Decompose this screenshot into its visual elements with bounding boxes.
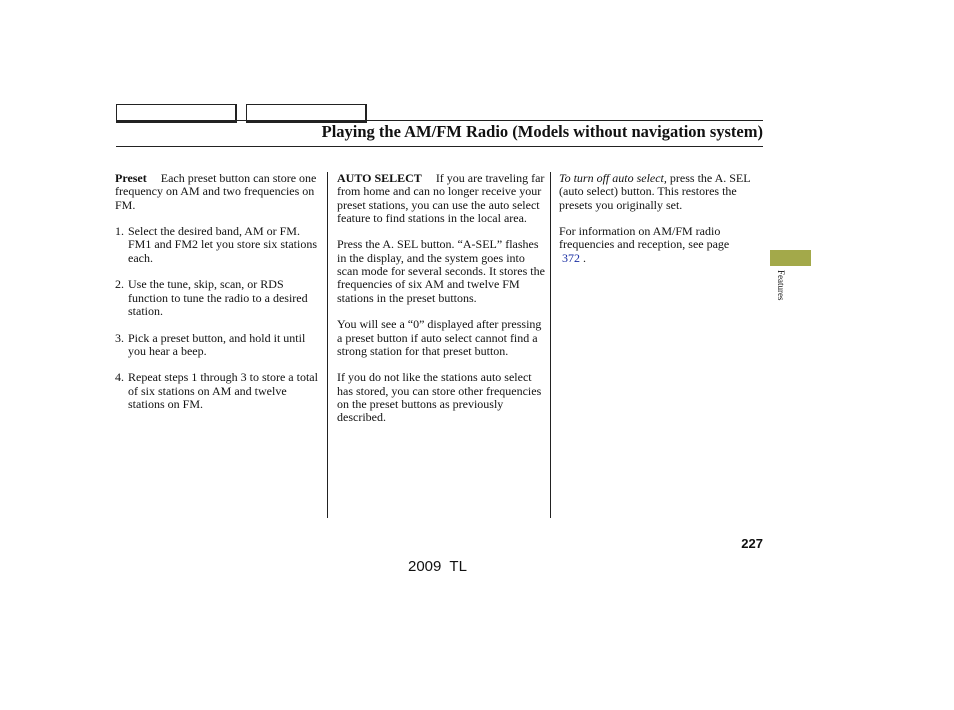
turn-off-italic-lead: To turn off auto select, — [559, 171, 667, 185]
auto-select-paragraph: If you do not like the stations auto select has stored, you can store other frequencies on the preset buttons as previously described. — [337, 370, 542, 425]
preset-intro — [115, 172, 325, 212]
column-divider — [550, 172, 551, 518]
preset-intro-text: Each preset button can store one frequency on AM and two frequencies on FM. — [115, 171, 317, 212]
footer-model: 2009 TL — [408, 558, 467, 575]
turn-off-text: press the A. SEL (auto select) button. This restores the presets you originally set. — [559, 171, 751, 212]
auto-select-heading: AUTO SELECT — [337, 171, 422, 185]
step-number: 4. — [115, 370, 124, 385]
page-372-link[interactable]: 372 — [562, 250, 580, 265]
auto-select-paragraph: You will see a “0” displayed after pressing a preset button if auto select cannot find a strong station for that preset button. — [337, 317, 542, 358]
auto-select-intro-text: If you are traveling far from home and can no longer receive your preset stations, you can use the auto select feature to find stations in the local area. — [337, 171, 545, 225]
step-text: Select the desired band, AM or FM. FM1 and FM2 let you store six stations each. — [128, 224, 318, 265]
step-item — [115, 332, 325, 359]
step-number: 2. — [115, 277, 124, 292]
title-bottom-rule — [116, 146, 763, 147]
turn-off-paragraph — [559, 172, 759, 212]
reference-period: . — [583, 250, 586, 265]
reference-text: For information on AM/FM radio frequencies and reception, see page — [559, 224, 730, 252]
auto-select-intro — [337, 172, 547, 225]
auto-select-column — [337, 172, 547, 438]
page-number: 227 — [741, 536, 763, 551]
reference-paragraph — [559, 225, 759, 265]
preset-heading: Preset — [115, 171, 147, 185]
column-divider — [327, 172, 328, 518]
section-tab[interactable] — [770, 250, 811, 266]
step-text: Pick a preset button, and hold it until you hear a beep. — [128, 330, 306, 358]
page-title: Playing the AM/FM Radio (Models without navigation system) — [321, 122, 763, 141]
turn-off-column — [559, 172, 759, 278]
step-item — [115, 371, 325, 411]
step-item — [115, 278, 325, 318]
auto-select-paragraph: Press the A. SEL button. “A-SEL” flashes in the display, and the system goes into scan mode for several seconds. It stores the frequencies of six AM and twelve FM stations in the preset buttons. — [337, 237, 545, 305]
step-text: Repeat steps 1 through 3 to store a total of six stations on AM and twelve stations on FM. — [128, 370, 318, 412]
step-number: 1. — [115, 224, 124, 239]
step-number: 3. — [115, 330, 124, 345]
section-tab-label: Features — [776, 270, 786, 301]
step-item — [115, 225, 325, 265]
step-text: Use the tune, skip, scan, or RDS function to tune the radio to a desired station. — [128, 277, 308, 318]
preset-column — [115, 172, 325, 425]
